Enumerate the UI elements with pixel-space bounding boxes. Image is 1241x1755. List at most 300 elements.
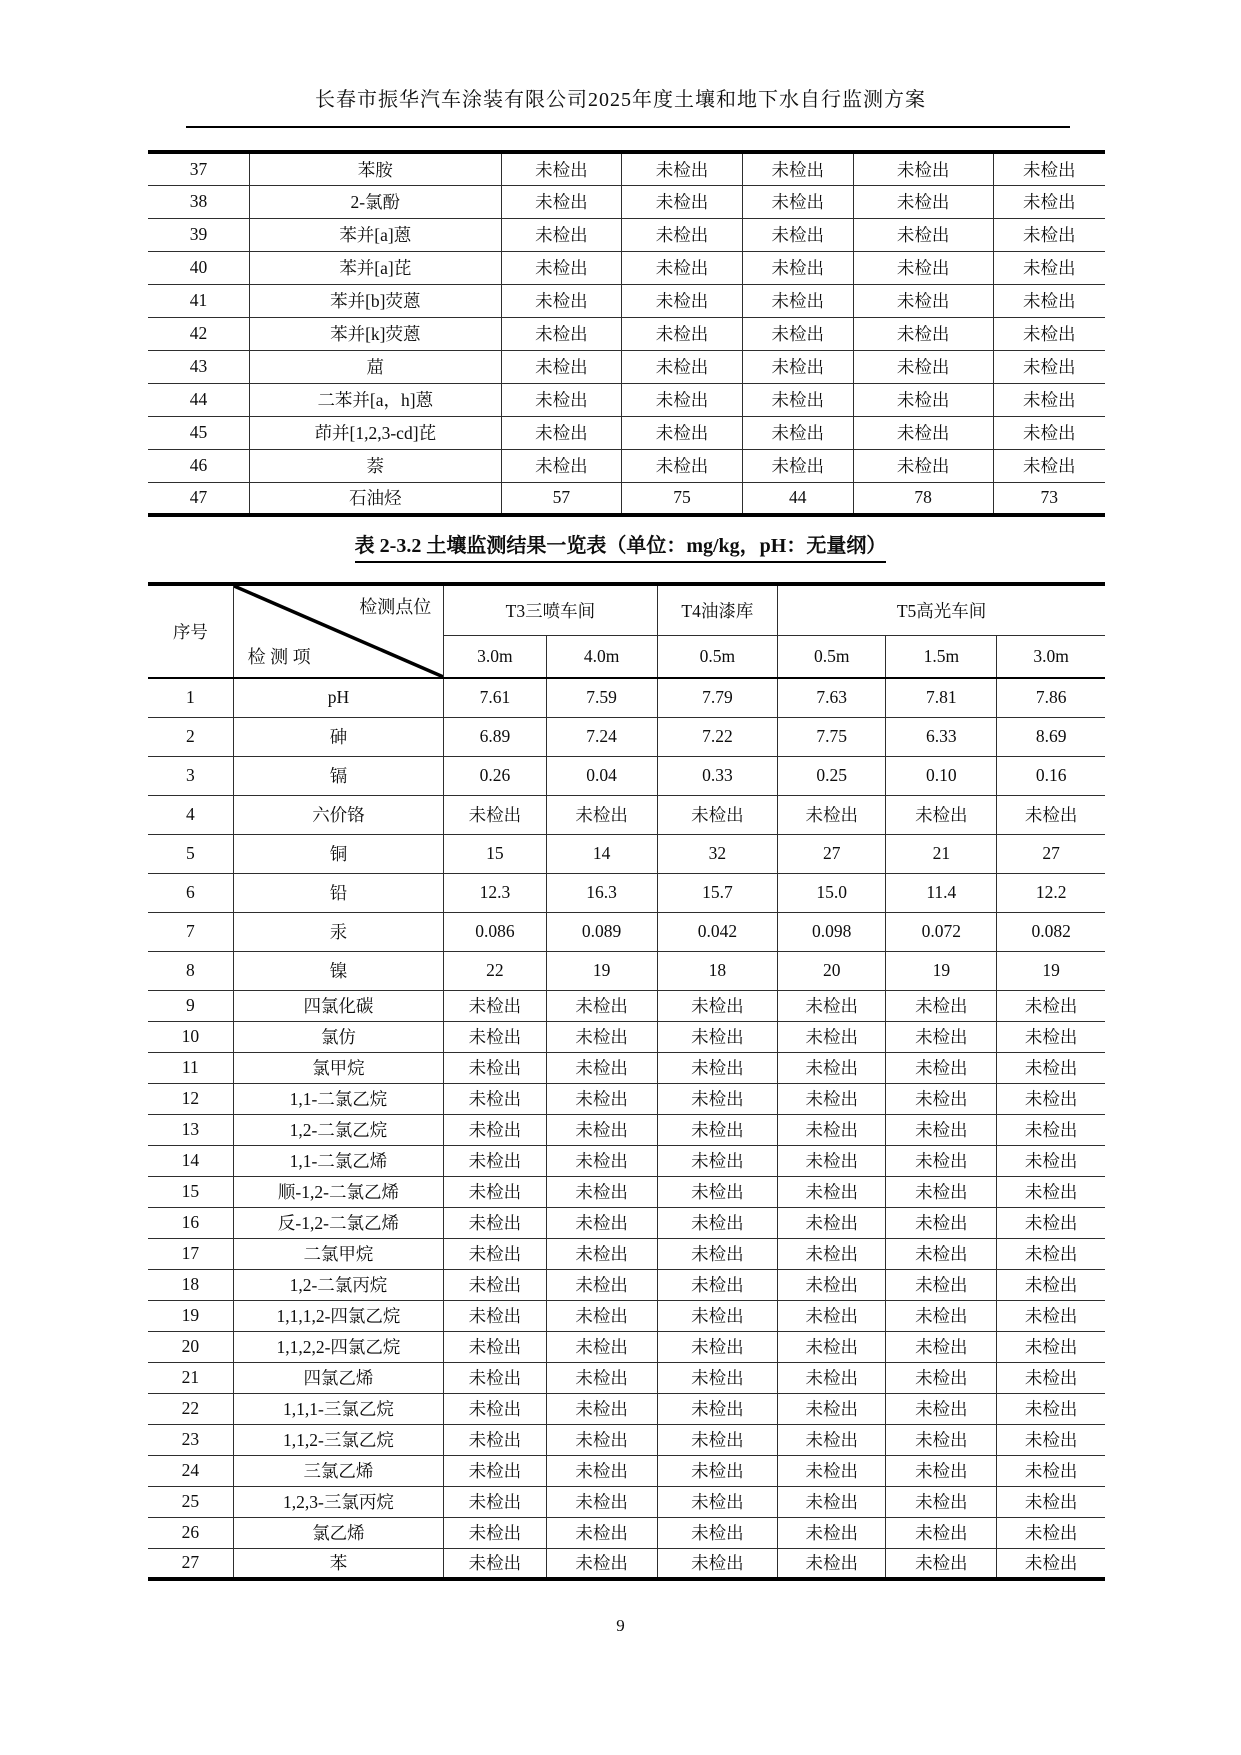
result-value: 未检出 [622, 152, 743, 185]
result-value: 未检出 [997, 1083, 1105, 1114]
result-value: 未检出 [997, 1424, 1105, 1455]
result-value: 未检出 [993, 383, 1105, 416]
result-value: 未检出 [546, 1548, 657, 1579]
result-value: 未检出 [886, 1238, 997, 1269]
result-value: 27 [778, 834, 886, 873]
analyte-name: 氯仿 [233, 1021, 444, 1052]
result-value: 未检出 [501, 317, 622, 350]
result-value: 7.61 [444, 678, 546, 717]
result-value: 未检出 [742, 383, 853, 416]
result-value: 7.24 [546, 717, 657, 756]
table-row [148, 350, 1105, 383]
result-value: 未检出 [657, 1021, 778, 1052]
result-value: 未检出 [546, 1052, 657, 1083]
result-value: 未检出 [444, 1145, 546, 1176]
result-value: 未检出 [657, 1052, 778, 1083]
result-value: 未检出 [778, 795, 886, 834]
result-value: 未检出 [657, 1176, 778, 1207]
result-value: 未检出 [853, 383, 993, 416]
result-value: 未检出 [886, 1269, 997, 1300]
result-value: 未检出 [886, 1207, 997, 1238]
result-value: 7.75 [778, 717, 886, 756]
analyte-name: 1,1,2,2-四氯乙烷 [233, 1331, 444, 1362]
depth-header: 3.0m [444, 636, 546, 678]
analyte-name: 1,1,2-三氯乙烷 [233, 1424, 444, 1455]
group-header-t4: T4油漆库 [657, 584, 778, 636]
row-number: 2 [148, 717, 233, 756]
result-value: 未检出 [622, 218, 743, 251]
result-value: 未检出 [657, 1238, 778, 1269]
result-value: 未检出 [886, 1176, 997, 1207]
result-value: 未检出 [886, 1455, 997, 1486]
table-row [148, 1207, 1105, 1238]
result-value: 0.082 [997, 912, 1105, 951]
result-value: 未检出 [778, 1083, 886, 1114]
result-value: 未检出 [778, 1145, 886, 1176]
row-number: 16 [148, 1207, 233, 1238]
table-row [148, 1021, 1105, 1052]
result-value: 未检出 [501, 350, 622, 383]
result-value: 未检出 [997, 1021, 1105, 1052]
result-value: 未检出 [778, 1455, 886, 1486]
result-value: 未检出 [546, 1424, 657, 1455]
result-value: 未检出 [778, 1486, 886, 1517]
result-value: 未检出 [778, 1424, 886, 1455]
table-row [148, 1238, 1105, 1269]
result-value: 未检出 [444, 1486, 546, 1517]
result-value: 未检出 [657, 795, 778, 834]
result-value: 未检出 [853, 185, 993, 218]
document-header-title: 长春市振华汽车涂装有限公司2025年度土壤和地下水自行监测方案 [315, 89, 926, 111]
result-value: 未检出 [853, 251, 993, 284]
result-value: 0.072 [886, 912, 997, 951]
analyte-name: 三氯乙烯 [233, 1455, 444, 1486]
result-value: 18 [657, 951, 778, 990]
result-value: 未检出 [778, 1362, 886, 1393]
row-number: 23 [148, 1424, 233, 1455]
result-value: 未检出 [444, 1548, 546, 1579]
result-value: 未检出 [546, 1114, 657, 1145]
result-value: 未检出 [444, 1455, 546, 1486]
row-number: 20 [148, 1331, 233, 1362]
corner-label-monitoring-point: 检测点位 [359, 597, 432, 617]
result-value: 未检出 [657, 1362, 778, 1393]
result-value: 未检出 [622, 185, 743, 218]
result-value: 19 [546, 951, 657, 990]
analyte-name: 1,1,1,2-四氯乙烷 [233, 1300, 444, 1331]
result-value: 22 [444, 951, 546, 990]
analyte-name: 反-1,2-二氯乙烯 [233, 1207, 444, 1238]
result-value: 未检出 [657, 1548, 778, 1579]
result-value: 未检出 [622, 383, 743, 416]
result-value: 未检出 [778, 1176, 886, 1207]
result-value: 未检出 [742, 218, 853, 251]
row-number: 11 [148, 1052, 233, 1083]
row-number: 14 [148, 1145, 233, 1176]
analyte-name: 2-氯酚 [249, 185, 501, 218]
result-value: 未检出 [501, 449, 622, 482]
result-value: 78 [853, 482, 993, 515]
analyte-name: 四氯化碳 [233, 990, 444, 1021]
result-value: 未检出 [622, 416, 743, 449]
row-number: 26 [148, 1517, 233, 1548]
result-value: 未检出 [997, 1052, 1105, 1083]
result-value: 20 [778, 951, 886, 990]
result-value: 未检出 [886, 1362, 997, 1393]
row-number: 6 [148, 873, 233, 912]
row-number: 43 [148, 350, 249, 383]
table2-title [0, 529, 1241, 563]
result-value: 未检出 [742, 152, 853, 185]
table-row [148, 1052, 1105, 1083]
table-row [148, 1548, 1105, 1579]
result-value: 未检出 [622, 251, 743, 284]
result-value: 44 [742, 482, 853, 515]
analyte-name: 镉 [233, 756, 444, 795]
result-value: 未检出 [886, 1021, 997, 1052]
analyte-name: 1,2,3-三氯丙烷 [233, 1486, 444, 1517]
result-value: 未检出 [997, 1176, 1105, 1207]
result-value: 未检出 [886, 1486, 997, 1517]
row-number: 7 [148, 912, 233, 951]
analyte-name: 四氯乙烯 [233, 1362, 444, 1393]
table-row [148, 416, 1105, 449]
table-row [148, 1145, 1105, 1176]
row-number: 4 [148, 795, 233, 834]
result-value: 未检出 [997, 1145, 1105, 1176]
result-value: 未检出 [997, 1269, 1105, 1300]
table-row [148, 756, 1105, 795]
result-value: 未检出 [444, 1021, 546, 1052]
result-value: 未检出 [853, 416, 993, 449]
result-value: 未检出 [886, 1114, 997, 1145]
result-value: 未检出 [501, 185, 622, 218]
result-value: 未检出 [657, 1269, 778, 1300]
result-value: 15.7 [657, 873, 778, 912]
result-value: 未检出 [546, 1300, 657, 1331]
row-number: 1 [148, 678, 233, 717]
result-value: 0.25 [778, 756, 886, 795]
result-value: 未检出 [993, 152, 1105, 185]
analyte-name: 1,1,1-三氯乙烷 [233, 1393, 444, 1424]
result-value: 未检出 [622, 350, 743, 383]
result-value: 未检出 [997, 795, 1105, 834]
row-number: 18 [148, 1269, 233, 1300]
row-number: 46 [148, 449, 249, 482]
row-number: 44 [148, 383, 249, 416]
result-value: 未检出 [997, 1238, 1105, 1269]
table-row [148, 317, 1105, 350]
row-number: 40 [148, 251, 249, 284]
analyte-name: 苯并[k]荧蒽 [249, 317, 501, 350]
table-row [148, 912, 1105, 951]
result-value: 7.59 [546, 678, 657, 717]
analyte-name: 苯胺 [249, 152, 501, 185]
result-value: 7.79 [657, 678, 778, 717]
result-value: 未检出 [778, 1238, 886, 1269]
result-value: 0.042 [657, 912, 778, 951]
result-value: 0.26 [444, 756, 546, 795]
result-value: 未检出 [657, 1300, 778, 1331]
result-value: 未检出 [853, 449, 993, 482]
result-value: 未检出 [444, 1052, 546, 1083]
result-value: 未检出 [546, 1269, 657, 1300]
result-value: 未检出 [742, 416, 853, 449]
col-header-serial: 序号 [148, 584, 233, 678]
diagonal-corner [234, 586, 444, 677]
depth-header: 0.5m [657, 636, 778, 678]
row-number: 19 [148, 1300, 233, 1331]
result-value: 未检出 [993, 284, 1105, 317]
result-value: 15.0 [778, 873, 886, 912]
analyte-name: 萘 [249, 449, 501, 482]
table-row [148, 990, 1105, 1021]
depth-header: 3.0m [997, 636, 1105, 678]
result-value: 未检出 [444, 1517, 546, 1548]
result-value: 未检出 [622, 317, 743, 350]
result-value: 未检出 [778, 1021, 886, 1052]
result-value: 11.4 [886, 873, 997, 912]
result-value: 未检出 [546, 1145, 657, 1176]
analyte-name: 铅 [233, 873, 444, 912]
result-value: 未检出 [853, 284, 993, 317]
result-value: 未检出 [886, 990, 997, 1021]
result-value: 未检出 [778, 1269, 886, 1300]
result-value: 0.10 [886, 756, 997, 795]
result-value: 未检出 [993, 251, 1105, 284]
row-number: 17 [148, 1238, 233, 1269]
analyte-name: 苯并[a]芘 [249, 251, 501, 284]
result-value: 未检出 [778, 1331, 886, 1362]
table-row [148, 1269, 1105, 1300]
result-value: 57 [501, 482, 622, 515]
analyte-name: pH [233, 678, 444, 717]
analyte-name: 砷 [233, 717, 444, 756]
result-value: 未检出 [444, 1362, 546, 1393]
table-row [148, 284, 1105, 317]
result-value: 未检出 [622, 284, 743, 317]
result-value: 未检出 [742, 449, 853, 482]
table-row [148, 1424, 1105, 1455]
analyte-name: 1,2-二氯乙烷 [233, 1114, 444, 1145]
row-number: 24 [148, 1455, 233, 1486]
result-value: 0.098 [778, 912, 886, 951]
result-value: 未检出 [997, 990, 1105, 1021]
result-value: 未检出 [886, 1517, 997, 1548]
analyte-name: 苯并[b]荧蒽 [249, 284, 501, 317]
result-value: 未检出 [657, 1145, 778, 1176]
result-value: 未检出 [742, 251, 853, 284]
table-row [148, 251, 1105, 284]
result-value: 未检出 [997, 1517, 1105, 1548]
result-value: 未检出 [997, 1362, 1105, 1393]
table-row [148, 1362, 1105, 1393]
result-value: 未检出 [853, 218, 993, 251]
table-row [148, 1300, 1105, 1331]
result-value: 未检出 [657, 990, 778, 1021]
row-number: 39 [148, 218, 249, 251]
result-value: 未检出 [501, 284, 622, 317]
table-row [148, 1517, 1105, 1548]
result-value: 未检出 [778, 1052, 886, 1083]
result-value: 未检出 [546, 1486, 657, 1517]
row-number: 10 [148, 1021, 233, 1052]
analyte-name: 氯甲烷 [233, 1052, 444, 1083]
table-row [148, 1455, 1105, 1486]
analyte-name: 苯并[a]蒽 [249, 218, 501, 251]
analyte-name: 汞 [233, 912, 444, 951]
analyte-name: 石油烃 [249, 482, 501, 515]
result-value: 0.16 [997, 756, 1105, 795]
analyte-name: 顺-1,2-二氯乙烯 [233, 1176, 444, 1207]
analyte-name: 镍 [233, 951, 444, 990]
table-row [148, 873, 1105, 912]
result-value: 未检出 [853, 317, 993, 350]
result-value: 7.86 [997, 678, 1105, 717]
result-value: 未检出 [742, 350, 853, 383]
result-value: 7.63 [778, 678, 886, 717]
result-value: 未检出 [444, 1300, 546, 1331]
result-value: 未检出 [546, 1176, 657, 1207]
row-number: 42 [148, 317, 249, 350]
result-value: 7.22 [657, 717, 778, 756]
result-value: 75 [622, 482, 743, 515]
row-number: 9 [148, 990, 233, 1021]
depth-header: 0.5m [778, 636, 886, 678]
row-number: 38 [148, 185, 249, 218]
result-value: 14 [546, 834, 657, 873]
row-number: 15 [148, 1176, 233, 1207]
result-value: 未检出 [886, 1145, 997, 1176]
row-number: 3 [148, 756, 233, 795]
result-value: 未检出 [546, 1331, 657, 1362]
result-value: 未检出 [997, 1331, 1105, 1362]
result-value: 未检出 [546, 1238, 657, 1269]
table-row [148, 834, 1105, 873]
header-rule [186, 126, 1070, 128]
result-value: 未检出 [997, 1207, 1105, 1238]
result-value: 未检出 [657, 1424, 778, 1455]
analyte-name: 苯 [233, 1548, 444, 1579]
analyte-name: 1,2-二氯丙烷 [233, 1269, 444, 1300]
result-value: 未检出 [444, 1424, 546, 1455]
table-row [148, 717, 1105, 756]
table-row [148, 1393, 1105, 1424]
row-number: 27 [148, 1548, 233, 1579]
result-value: 未检出 [622, 449, 743, 482]
result-value: 未检出 [853, 152, 993, 185]
result-value: 未检出 [886, 1548, 997, 1579]
result-value: 未检出 [886, 1083, 997, 1114]
corner-label-analyte: 检 测 项 [247, 647, 311, 667]
result-value: 未检出 [546, 1362, 657, 1393]
result-value: 未检出 [778, 1114, 886, 1145]
result-value: 未检出 [657, 1207, 778, 1238]
table-row [148, 951, 1105, 990]
result-value: 12.2 [997, 873, 1105, 912]
result-value: 19 [886, 951, 997, 990]
result-value: 未检出 [546, 1021, 657, 1052]
result-value: 未检出 [444, 1238, 546, 1269]
result-value: 未检出 [997, 1114, 1105, 1145]
result-value: 未检出 [778, 1517, 886, 1548]
soil-results-table [148, 582, 1105, 1581]
depth-header: 4.0m [546, 636, 657, 678]
soil-results-table-continued [148, 150, 1105, 517]
analyte-name: 氯乙烯 [233, 1517, 444, 1548]
result-value: 未检出 [997, 1486, 1105, 1517]
result-value: 未检出 [742, 284, 853, 317]
result-value: 未检出 [546, 1455, 657, 1486]
row-number: 45 [148, 416, 249, 449]
result-value: 未检出 [546, 1393, 657, 1424]
result-value: 未检出 [993, 350, 1105, 383]
result-value: 未检出 [997, 1548, 1105, 1579]
result-value: 未检出 [657, 1083, 778, 1114]
result-value: 未检出 [546, 1207, 657, 1238]
table-row [148, 795, 1105, 834]
result-value: 未检出 [501, 152, 622, 185]
table2-title-text: 表 2-3.2 土壤监测结果一览表（单位：mg/kg，pH：无量纲） [355, 529, 887, 563]
result-value: 未检出 [993, 185, 1105, 218]
result-value: 未检出 [742, 317, 853, 350]
result-value: 未检出 [546, 1083, 657, 1114]
result-value: 未检出 [778, 1300, 886, 1331]
analyte-name: 六价铬 [233, 795, 444, 834]
result-value: 未检出 [444, 1393, 546, 1424]
result-value: 6.33 [886, 717, 997, 756]
result-value: 未检出 [444, 1207, 546, 1238]
result-value: 12.3 [444, 873, 546, 912]
analyte-name: 茚并[1,2,3-cd]芘 [249, 416, 501, 449]
result-value: 未检出 [444, 1176, 546, 1207]
result-value: 未检出 [444, 1083, 546, 1114]
result-value: 未检出 [886, 1331, 997, 1362]
result-value: 21 [886, 834, 997, 873]
table1-body [148, 152, 1105, 515]
table-row [148, 185, 1105, 218]
result-value: 未检出 [501, 416, 622, 449]
result-value: 16.3 [546, 873, 657, 912]
result-value: 未检出 [853, 350, 993, 383]
result-value: 未检出 [886, 1393, 997, 1424]
analyte-name: 二苯并[a，h]蒽 [249, 383, 501, 416]
result-value: 未检出 [997, 1393, 1105, 1424]
result-value: 未检出 [997, 1455, 1105, 1486]
result-value: 未检出 [886, 795, 997, 834]
table-row [148, 1331, 1105, 1362]
result-value: 未检出 [657, 1114, 778, 1145]
group-header-t3: T3三喷车间 [444, 584, 657, 636]
result-value: 7.81 [886, 678, 997, 717]
header-row-groups [148, 584, 1105, 636]
result-value: 73 [993, 482, 1105, 515]
result-value: 未检出 [657, 1486, 778, 1517]
row-number: 25 [148, 1486, 233, 1517]
analyte-name: 1,1-二氯乙烯 [233, 1145, 444, 1176]
result-value: 未检出 [546, 795, 657, 834]
result-value: 未检出 [993, 317, 1105, 350]
result-value: 8.69 [997, 717, 1105, 756]
result-value: 未检出 [657, 1331, 778, 1362]
table-row [148, 1486, 1105, 1517]
result-value: 未检出 [778, 1207, 886, 1238]
result-value: 未检出 [886, 1300, 997, 1331]
result-value: 未检出 [657, 1517, 778, 1548]
result-value: 6.89 [444, 717, 546, 756]
table-row [148, 152, 1105, 185]
row-number: 22 [148, 1393, 233, 1424]
